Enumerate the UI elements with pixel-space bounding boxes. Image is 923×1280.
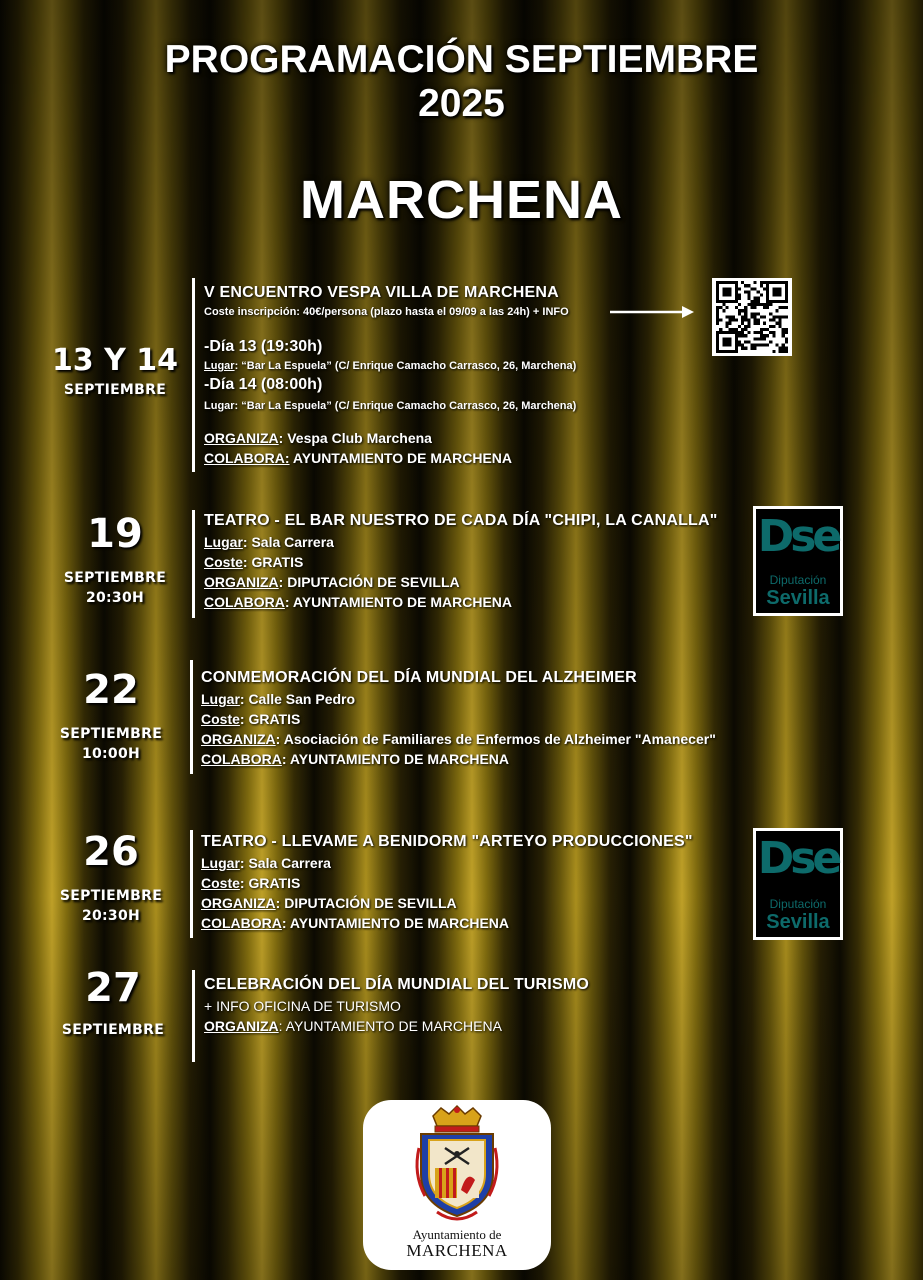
- dse-line2: Sevilla: [766, 587, 830, 609]
- organizer-label: ORGANIZA: [201, 731, 276, 747]
- cost-value: : GRATIS: [242, 554, 304, 570]
- dse-mark: Dse: [757, 833, 839, 884]
- collaborator-value: : AYUNTAMIENTO DE MARCHENA: [281, 751, 510, 767]
- right-arrow-icon: [610, 306, 694, 318]
- event-details: [201, 831, 746, 933]
- poster-title-year: 2025: [418, 82, 505, 125]
- cost-label: Coste: [201, 711, 240, 727]
- diputacion-sevilla-logo: [753, 828, 843, 940]
- event-month: SEPTIEMBRE: [63, 382, 167, 398]
- event-organizer: [204, 572, 749, 592]
- event-place-13: [204, 358, 604, 374]
- organizer-label: ORGANIZA: [204, 1018, 279, 1034]
- event-month: SEPTIEMBRE: [61, 1022, 165, 1038]
- dse-mark: Dse: [757, 511, 839, 562]
- event-title: CELEBRACIÓN DEL DÍA MUNDIAL DEL TURISMO: [204, 976, 589, 993]
- footer-line2: MARCHENA: [406, 1241, 508, 1260]
- diputacion-sevilla-logo: [753, 506, 843, 616]
- event-time: 10:00H: [81, 746, 141, 762]
- event-organizer: [201, 893, 746, 913]
- event-date: [40, 342, 190, 400]
- event-place-14: Lugar: “Bar La Espuela” (C/ Enrique Camacho Carrasco, 26, Marchena): [204, 400, 577, 412]
- event-time: 20:30H: [85, 590, 145, 606]
- organizer-value: : DIPUTACIÓN DE SEVILLA: [275, 895, 457, 911]
- event-place: [204, 532, 749, 552]
- place-value: : Sala Carrera: [239, 855, 331, 871]
- footer-line1: Ayuntamiento de: [412, 1227, 502, 1242]
- organizer-label: ORGANIZA: [204, 574, 279, 590]
- dse-line2: Sevilla: [766, 911, 830, 933]
- event-date: [38, 966, 188, 1040]
- collaborator-value: AYUNTAMIENTO DE MARCHENA: [289, 450, 513, 466]
- organizer-value: : Asociación de Familiares de Enfermos de Alzheimer "Amanecer": [275, 731, 716, 747]
- collaborator-label: COLABORA:: [204, 450, 290, 466]
- event-collaborator: [204, 592, 749, 612]
- qr-code-icon[interactable]: [712, 278, 792, 356]
- coat-of-arms-icon: [411, 1104, 503, 1226]
- cost-value: : GRATIS: [239, 711, 301, 727]
- organizer-value: : DIPUTACIÓN DE SEVILLA: [278, 574, 460, 590]
- event-info: + INFO OFICINA DE TURISMO: [204, 998, 401, 1014]
- divider-line: [190, 830, 193, 938]
- collaborator-value: : AYUNTAMIENTO DE MARCHENA: [284, 594, 513, 610]
- event-cost: [201, 873, 746, 893]
- cost-label: Coste: [204, 554, 243, 570]
- event-title: TEATRO - LLEVAME A BENIDORM "ARTEYO PRODUCCIONES": [201, 833, 693, 850]
- place-label: Lugar: [204, 534, 243, 550]
- place-label: Lugar: [201, 691, 240, 707]
- event-details: [201, 667, 761, 769]
- event-month: SEPTIEMBRE: [59, 888, 163, 904]
- event-organizer: [201, 729, 761, 749]
- event-collaborator: [201, 913, 746, 933]
- divider-line: [190, 660, 193, 774]
- event-day13: -Día 13 (19:30h): [204, 338, 323, 355]
- organizer-label: ORGANIZA: [204, 430, 279, 446]
- event-cost: [201, 709, 761, 729]
- collaborator-value: : AYUNTAMIENTO DE MARCHENA: [281, 915, 510, 931]
- dse-line1: Diputación: [769, 573, 827, 587]
- event-place: [201, 689, 761, 709]
- event-date: [36, 668, 186, 764]
- place-value: : Calle San Pedro: [239, 691, 356, 707]
- event-day: 22: [83, 667, 139, 713]
- event-title: V ENCUENTRO VESPA VILLA DE MARCHENA: [204, 284, 559, 301]
- event-month: SEPTIEMBRE: [59, 726, 163, 742]
- event-date: [40, 512, 190, 608]
- event-day: 26: [83, 829, 139, 875]
- event-organizer: [204, 1016, 704, 1036]
- place-value: : Sala Carrera: [242, 534, 334, 550]
- event-place: [201, 853, 746, 873]
- event-month: SEPTIEMBRE: [63, 570, 167, 586]
- cost-label: Coste: [201, 875, 240, 891]
- event-fee-note: Coste inscripción: 40€/persona (plazo hasta el 09/09 a las 24h) + INFO: [204, 306, 569, 318]
- event-details: [204, 974, 704, 1036]
- place-label: Lugar: [201, 855, 240, 871]
- event-collaborator: [204, 448, 604, 468]
- divider-line: [192, 510, 195, 618]
- event-day: 13 Y 14: [51, 343, 179, 378]
- place-label: Lugar: [204, 360, 235, 372]
- event-time: 20:30H: [81, 908, 141, 924]
- place-value: : “Bar La Espuela” (C/ Enrique Camacho Carrasco, 26, Marchena): [234, 360, 577, 372]
- collaborator-label: COLABORA: [201, 751, 282, 767]
- divider-line: [192, 278, 195, 472]
- event-cost: [204, 552, 749, 572]
- event-date: [36, 830, 186, 926]
- cost-value: : GRATIS: [239, 875, 301, 891]
- event-organizer: [204, 428, 604, 448]
- poster-title-line1: PROGRAMACIÓN SEPTIEMBRE: [164, 38, 759, 81]
- dse-line1: Diputación: [769, 897, 827, 911]
- ayuntamiento-logo: [363, 1100, 551, 1270]
- event-title: CONMEMORACIÓN DEL DÍA MUNDIAL DEL ALZHEIMER: [201, 669, 637, 686]
- event-details: [204, 510, 749, 612]
- event-day14: -Día 14 (08:00h): [204, 376, 323, 393]
- organizer-value: : AYUNTAMIENTO DE MARCHENA: [278, 1018, 502, 1034]
- organizer-value: : Vespa Club Marchena: [278, 430, 432, 446]
- event-collaborator: [201, 749, 761, 769]
- poster-town: MARCHENA: [300, 170, 623, 230]
- organizer-label: ORGANIZA: [201, 895, 276, 911]
- event-details: [204, 282, 604, 468]
- event-day: 27: [85, 965, 141, 1011]
- collaborator-label: COLABORA: [201, 915, 282, 931]
- collaborator-label: COLABORA: [204, 594, 285, 610]
- event-title: TEATRO - EL BAR NUESTRO DE CADA DÍA "CHIPI, LA CANALLA": [204, 512, 718, 529]
- divider-line: [192, 970, 195, 1062]
- event-day: 19: [87, 511, 143, 557]
